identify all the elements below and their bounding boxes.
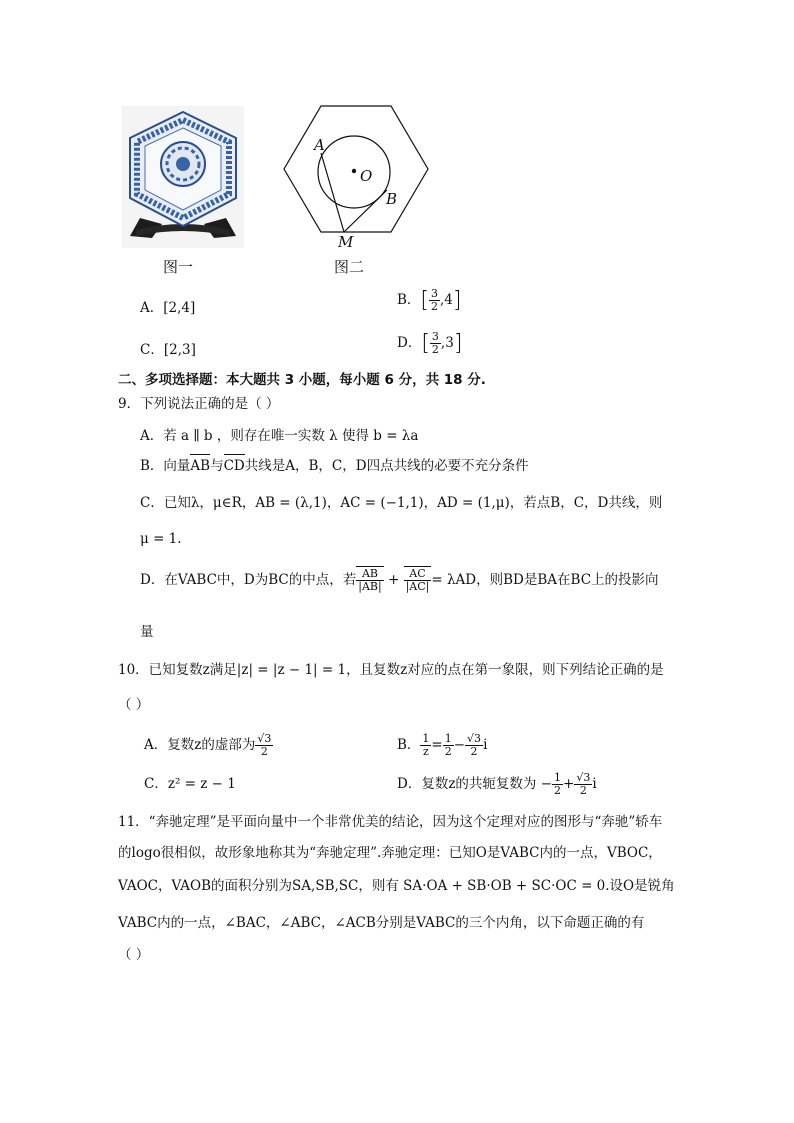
q11-line4: VABC内的一点，∠BAC，∠ABC，∠ACB分别是VABC的三个内角，以下命题正确的有 bbox=[118, 915, 645, 931]
figure-1-caption: 图一 bbox=[163, 258, 194, 276]
q10-option-d: D．复数z的共轭复数为 − $\frac{1}{2}$ + $\frac{√3}{2}$ i bbox=[397, 771, 597, 797]
q11-line2: 的logo很相似，故形象地称其为“奔驰定理”.奔驰定理：已知O是VABC内的一点，VBOC， bbox=[118, 845, 662, 861]
q11-line3: VAOC，VAOB的面积分别为SA,SB,SC，则有 SA·OA + SB·OB + SC·OC = 0.设O是锐角 bbox=[118, 878, 675, 894]
q10-option-a: A．复数z的虚部为 $\frac{√3}{2}$ bbox=[144, 732, 272, 758]
figure-2-geometry-diagram bbox=[280, 104, 432, 252]
section-2-header: 二、多项选择题：本大题共 3 小题，每小题 6 分，共 18 分. bbox=[118, 372, 486, 388]
q9-stem: 9．下列说法正确的是（ ） bbox=[118, 396, 280, 412]
point-label-B: B bbox=[386, 190, 398, 208]
q8-option-b: B．[ $\frac{3}{2}$ ,4] bbox=[397, 287, 462, 313]
q8-option-a: A．[2,4] bbox=[140, 300, 196, 316]
q9-option-d-line2: 量 bbox=[140, 624, 154, 640]
q11-line1: 11．“奔驰定理”是平面向量中一个非常优美的结论，因为这个定理对应的图形与“奔驰”轿车 bbox=[118, 814, 663, 830]
q9-option-b: B．向量AB与CD共线是A，B，C，D四点共线的必要不充分条件 bbox=[140, 458, 529, 474]
point-label-O: O bbox=[360, 167, 373, 185]
q10-stem-paren: （ ） bbox=[118, 697, 150, 713]
q9-option-a: A．若 a ∥ b ，则存在唯一实数 λ 使得 b = λa bbox=[140, 428, 419, 444]
q10-stem: 10．已知复数z满足|z| = |z − 1| = 1，且复数z对应的点在第一象限，则下列结论正确的是 bbox=[118, 662, 664, 678]
q11-line5: （ ） bbox=[118, 947, 150, 963]
q8-option-c: C．[2,3] bbox=[140, 342, 196, 358]
figure-1-plate-image bbox=[122, 106, 244, 248]
point-label-A: A bbox=[314, 136, 325, 154]
q9-option-c-line1: C．已知λ，μ∈R，AB = (λ,1)，AC = (−1,1)，AD = (1,μ)，若点B，C，D共线，则 bbox=[140, 495, 663, 511]
point-label-M: M bbox=[338, 233, 354, 251]
q8-option-d: D．[ $\frac{3}{2}$ ,3] bbox=[397, 330, 463, 356]
q9-option-c-line2: μ = 1. bbox=[140, 531, 182, 547]
figure-2-caption: 图二 bbox=[334, 258, 365, 276]
q9-option-d-line1: D．在VABC中，D为BC的中点，若 $\frac{AB}{|AB|}$ + $\frac{AC}{|AC|}$ = λAD，则BD是BA在BC上的投影向 bbox=[140, 567, 659, 593]
q10-option-b: B． $\frac{1}{z}$ = $\frac{1}{2}$ − $\frac{√3}{2}$ i bbox=[397, 732, 488, 758]
q10-option-c: C．z² = z − 1 bbox=[144, 776, 236, 792]
